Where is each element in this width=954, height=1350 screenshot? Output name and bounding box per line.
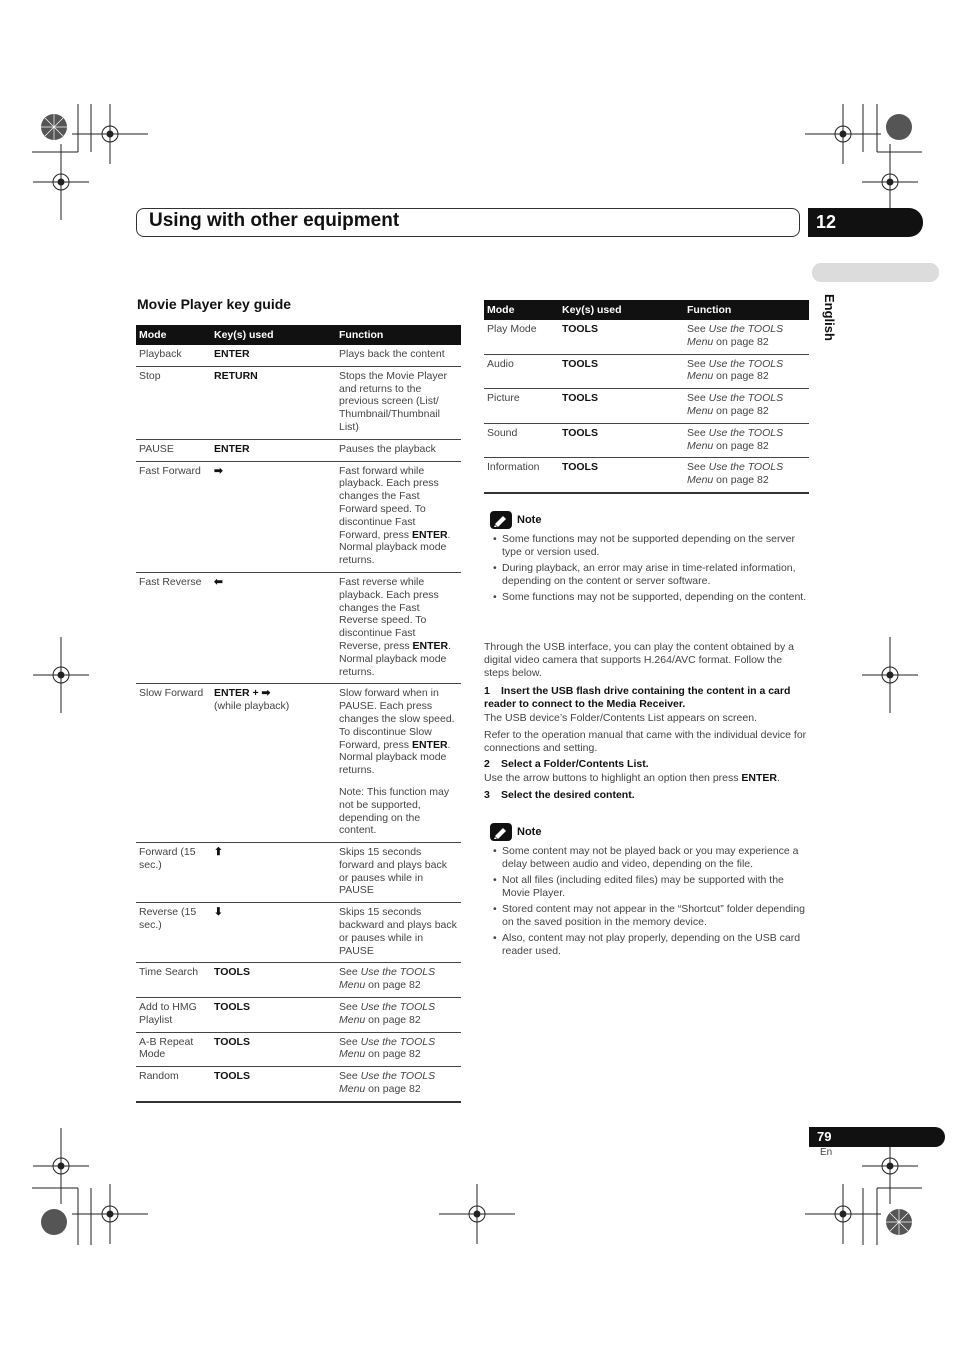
usb-intro: Through the USB interface, you can play the content obtained by a digital video camera that supports H.264/AVC format. Follow the steps below. (484, 641, 794, 679)
down-arrow-icon: ⬇ (211, 903, 336, 963)
table-row (136, 998, 461, 1033)
section-title: Movie Player key guide (137, 296, 292, 312)
table-row (136, 1067, 461, 1102)
header-mode: Mode (484, 300, 559, 320)
note-title: Note (517, 513, 542, 526)
row-keys: TOOLS (559, 354, 684, 389)
row-mode: Fast Forward (136, 461, 211, 572)
step-2-desc: Use the arrow buttons to highlight an option then press ENTER. (484, 772, 780, 785)
table-row (484, 354, 809, 389)
row-mode: A-B Repeat Mode (136, 1032, 211, 1067)
list-item: • Stored content may not appear in the “Shortcut” folder depending on the saved position in the memory device. (490, 903, 810, 929)
table-header-row (136, 325, 461, 345)
left-arrow-icon: ⬅ (211, 572, 336, 683)
note-title: Note (517, 825, 542, 838)
note-heading (490, 511, 810, 529)
pencil-note-icon (490, 511, 512, 529)
note-heading (490, 823, 810, 841)
table-row (484, 320, 809, 354)
movie-player-key-table (136, 325, 461, 1103)
table-row (136, 903, 461, 963)
page-number: 79 (809, 1127, 945, 1147)
language-side-tab (812, 263, 939, 282)
table-row (136, 1032, 461, 1067)
list-item: • Not all files (including edited files) may be supported with the Movie Player. (490, 874, 810, 900)
step-1-title: 1 Insert the USB flash drive containing the content in a card reader to connect to the Media Receiver. (484, 685, 791, 711)
up-arrow-icon: ⬆ (211, 843, 336, 903)
row-keys: TOOLS (559, 389, 684, 424)
list-item: • Also, content may not play properly, depending on the USB card reader used. (490, 932, 810, 958)
table-row (484, 458, 809, 493)
header-function: Function (336, 325, 461, 345)
row-mode: Information (484, 458, 559, 493)
row-keys: ENTER (211, 345, 336, 366)
row-keys: TOOLS (211, 963, 336, 998)
right-arrow-icon: ➡ (211, 461, 336, 572)
row-mode: Slow Forward (136, 684, 211, 843)
row-mode: Audio (484, 354, 559, 389)
step-1-desc-1: The USB device’s Folder/Contents List appears on screen. (484, 711, 757, 724)
note-list (490, 533, 810, 604)
tools-key-table (484, 300, 809, 494)
row-function: See Use the TOOLS Menu on page 82 (684, 354, 809, 389)
chapter-number: 12 (808, 208, 923, 237)
language-label: English (822, 294, 837, 341)
row-mode: Stop (136, 366, 211, 439)
row-mode: Play Mode (484, 320, 559, 354)
table-row (136, 439, 461, 461)
row-function: See Use the TOOLS Menu on page 82 (684, 389, 809, 424)
list-item: • During playback, an error may arise in time-related information, depending on the content or server software. (490, 562, 810, 588)
step-2-title: 2 Select a Folder/Contents List. (484, 758, 649, 771)
row-keys: TOOLS (211, 1032, 336, 1067)
row-function: See Use the TOOLS Menu on page 82 (336, 998, 461, 1033)
row-mode: PAUSE (136, 439, 211, 461)
row-keys: ENTER (211, 439, 336, 461)
row-keys: RETURN (211, 366, 336, 439)
table-header-row (484, 300, 809, 320)
row-mode: Random (136, 1067, 211, 1102)
row-keys: TOOLS (211, 998, 336, 1033)
row-function-note: Note: This function may not be supported, depending on the content. (339, 785, 450, 837)
page-language-code: En (820, 1147, 833, 1158)
row-function: Fast forward while playback. Each press changes the Fast Forward speed. To discontinue Fast Forward, press ENTER. Normal playback mode returns. (336, 461, 461, 572)
step-3-title: 3 Select the desired content. (484, 788, 635, 801)
row-function: See Use the TOOLS Menu on page 82 (684, 320, 809, 354)
row-function: Stops the Movie Player and returns to the previous screen (List/ Thumbnail/Thumbnail List) (336, 366, 461, 439)
table-row (484, 389, 809, 424)
table-row (136, 461, 461, 572)
row-mode: Time Search (136, 963, 211, 998)
header-mode: Mode (136, 325, 211, 345)
note-box-2 (490, 823, 810, 961)
table-row (484, 423, 809, 458)
row-function: See Use the TOOLS Menu on page 82 (684, 423, 809, 458)
row-keys: ENTER + ➡ (while playback) (211, 684, 336, 843)
list-item: • Some functions may not be supported, depending on the content. (490, 591, 810, 604)
list-item: • Some functions may not be supported depending on the server type or version used. (490, 533, 810, 559)
pencil-note-icon (490, 823, 512, 841)
row-mode: Sound (484, 423, 559, 458)
header-keys: Key(s) used (211, 325, 336, 345)
row-function: See Use the TOOLS Menu on page 82 (336, 963, 461, 998)
row-keys: TOOLS (211, 1067, 336, 1102)
table-row (136, 366, 461, 439)
step-1-desc-2: Refer to the operation manual that came with the individual device for connections and setting. (484, 728, 807, 754)
table-row (136, 684, 461, 843)
table-row (136, 843, 461, 903)
table-row (136, 963, 461, 998)
row-keys: TOOLS (559, 320, 684, 354)
row-function: See Use the TOOLS Menu on page 82 (336, 1032, 461, 1067)
table-row (136, 572, 461, 683)
list-item: • Some content may not be played back or you may experience a delay between audio and video, depending on the file. (490, 845, 810, 871)
row-function: Fast reverse while playback. Each press changes the Fast Reverse speed. To discontinue Fast Reverse, press ENTER. Normal playback mode returns. (336, 572, 461, 683)
row-mode: Forward (15 sec.) (136, 843, 211, 903)
row-mode: Reverse (15 sec.) (136, 903, 211, 963)
row-keys: TOOLS (559, 423, 684, 458)
row-function: Skips 15 seconds backward and plays back or pauses while in PAUSE (336, 903, 461, 963)
row-function: See Use the TOOLS Menu on page 82 (336, 1067, 461, 1102)
row-function: See Use the TOOLS Menu on page 82 (684, 458, 809, 493)
row-mode: Playback (136, 345, 211, 366)
note-list (490, 845, 810, 958)
usb-instructions (484, 641, 809, 803)
chapter-title: Using with other equipment (149, 210, 400, 231)
table-row (136, 345, 461, 366)
row-function: Skips 15 seconds forward and plays back or pauses while in PAUSE (336, 843, 461, 903)
header-keys: Key(s) used (559, 300, 684, 320)
note-box-1 (490, 511, 810, 607)
header-function: Function (684, 300, 809, 320)
row-keys: TOOLS (559, 458, 684, 493)
row-function: Slow forward when in PAUSE. Each press changes the slow speed. To discontinue Slow Forward, press ENTER. Normal playback mode returns. Note: This function may not be supported, depending on the content. (336, 684, 461, 843)
row-mode: Add to HMG Playlist (136, 998, 211, 1033)
row-function: Pauses the playback (336, 439, 461, 461)
row-function: Plays back the content (336, 345, 461, 366)
row-mode: Fast Reverse (136, 572, 211, 683)
row-mode: Picture (484, 389, 559, 424)
